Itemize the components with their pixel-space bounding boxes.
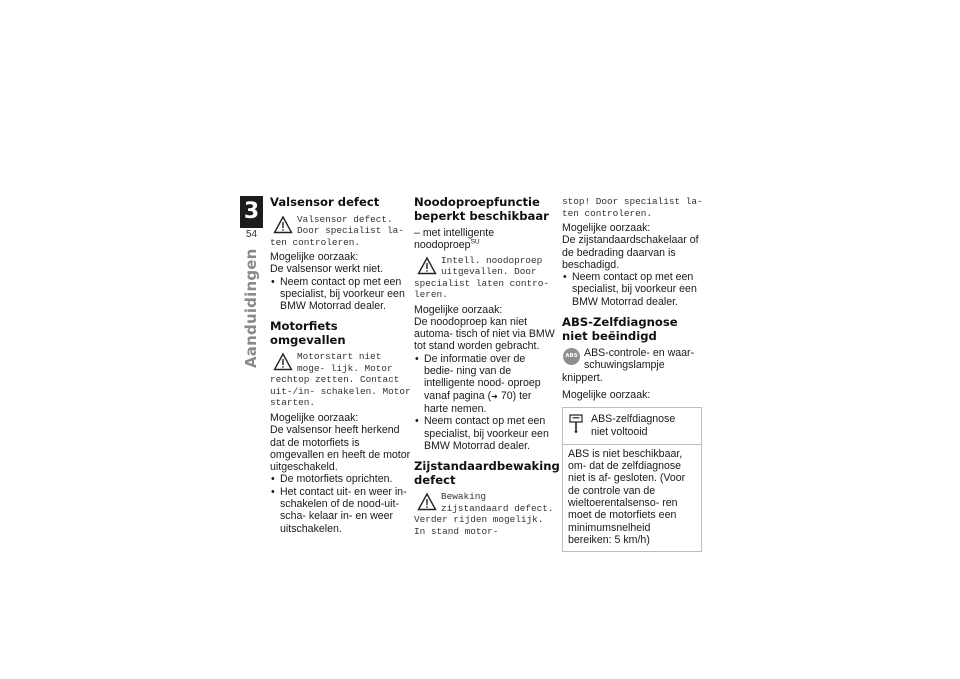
action-list	[270, 276, 412, 313]
heading-motorfiets-omgevallen: Motorfiets omgevallen	[270, 319, 346, 347]
warning-message	[270, 214, 412, 249]
cause-label: Mogelijke oorzaak:	[270, 411, 359, 424]
column-1	[270, 196, 412, 535]
chapter-number: 3	[240, 196, 263, 228]
warning-message	[414, 255, 556, 301]
heading-valsensor-defect: Valsensor defect	[270, 195, 380, 209]
list-item: • Het contact uit- en weer in- schakelen of de nood-uit-scha- kelaar in- en weer uitschakelen.	[270, 486, 412, 535]
cause-text: De valsensor heeft herkend dat de motorfiets is omgevallen en heeft de motor uitgeschakeld.	[270, 424, 411, 474]
cause-label: Mogelijke oorzaak:	[562, 222, 651, 234]
heading-noodoproepfunctie: Noodoproepfunctie beperkt beschikbaar	[414, 195, 549, 223]
column-3	[562, 196, 707, 552]
action-list	[414, 353, 556, 452]
warning-text: Valsensor defect. Door specialist la- ten controleren.	[270, 213, 404, 248]
heading-abs-zelfdiagnose: ABS-Zelfdiagnose niet beëindigd	[562, 315, 678, 343]
list-item: • Neem contact op met een specialist, bij voorkeur een BMW Motorrad dealer.	[270, 276, 412, 313]
variant-note: – met intelligente noodoproep$^{SU}$	[414, 227, 495, 252]
info-box	[562, 407, 702, 552]
column-2	[414, 195, 560, 540]
list-item: • De motorfiets oprichten.	[270, 473, 412, 485]
indicator-note	[562, 347, 707, 384]
warning-triangle-icon	[273, 352, 293, 372]
cause-text: De valsensor werkt niet.	[270, 263, 384, 276]
abs-warning-light-icon: ABS	[563, 348, 580, 365]
info-box-header	[563, 408, 701, 445]
display-info-icon	[569, 414, 583, 434]
chapter-title: Aanduidingen	[242, 248, 260, 368]
cause-text: De zijstandaardschakelaar of de bedrading daarvan is beschadigd.	[562, 234, 699, 271]
warning-triangle-icon	[273, 215, 293, 235]
cause-label: Mogelijke oorzaak:	[270, 251, 359, 263]
page-reference[interactable]: (➜ 70)	[487, 389, 517, 402]
warning-message	[414, 491, 556, 537]
warning-text: Bewaking zijstandaard defect. Verder rijden mogelijk. In stand motor-	[414, 491, 554, 537]
warning-triangle-icon	[417, 256, 437, 276]
info-box-title: ABS-zelfdiagnose niet voltooid	[591, 413, 676, 438]
cause-text: De noodoproep kan niet automa- tisch of niet via BMW tot stand worden gebracht.	[414, 315, 555, 353]
warning-text: Motorstart niet moge- lijk. Motor rechtop zetten. Contact uit-/in- schakelen. Motor starten.	[270, 351, 411, 409]
action-list	[562, 271, 707, 308]
list-item: • De informatie over de bedie- ning van de intelligente nood- oproep vanaf pagina (➜ 70) ter harte nemen.	[414, 353, 556, 415]
heading-zijstandaardbewaking: Zijstandaardbewaking defect	[414, 459, 560, 487]
info-box-body: ABS is niet beschikbaar, om- dat de zelfdiagnose niet is af- gesloten. (Voor de controle van de wieltoerentalsenso- ren moet de motorfiets een minimumsnelheid bereiken: 5 km/h)	[568, 447, 686, 546]
indicator-text: ABS-controle- en waar- schuwingslampje knippert.	[562, 347, 695, 384]
list-item: • Neem contact op met een specialist, bij voorkeur een BMW Motorrad dealer.	[414, 415, 556, 452]
page-number: 54	[245, 229, 258, 240]
action-list	[270, 473, 412, 534]
warning-triangle-icon	[417, 492, 437, 512]
warning-continuation: stop! Door specialist la- ten controleren.	[562, 196, 703, 219]
variant-code: SU	[470, 238, 480, 246]
cause-label: Mogelijke oorzaak:	[562, 388, 651, 401]
cause-label: Mogelijke oorzaak:	[414, 303, 503, 316]
page-reference-arrow-icon: ➜	[491, 391, 498, 401]
warning-message	[270, 351, 412, 409]
list-item: • Neem contact op met een specialist, bij voorkeur een BMW Motorrad dealer.	[562, 271, 707, 308]
warning-text: Intell. noodoproep uitgevallen. Door specialist laten contro- leren.	[414, 254, 550, 301]
